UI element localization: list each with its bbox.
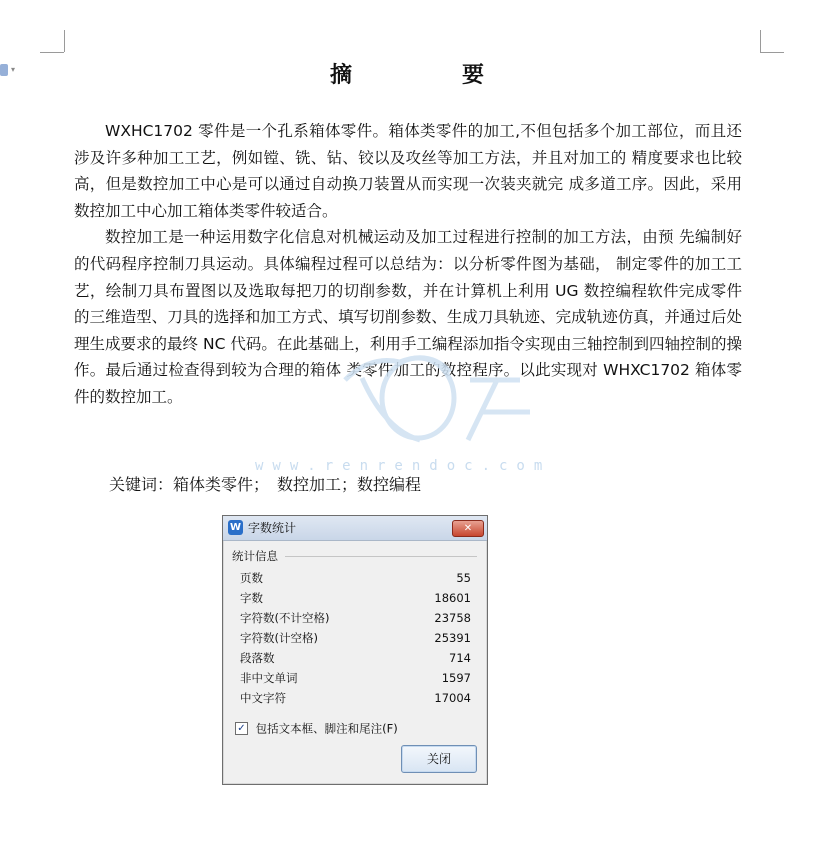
stat-label: 中文字符 (240, 691, 286, 705)
abstract-paragraph: WXHC1702 零件是一个孔系箱体零件。箱体类零件的加工,不但包括多个加工部位，而且还涉及许多种加工工艺，例如镗、铣、钻、铰以及攻丝等加工方法，并且对加工的 精度要求也比较高，但是数控加工中心是可以通过自动换刀装置从而实现一次装夹就完 成多道工序。因此，采用数控加工中心加工箱体类零件较适合。 (74, 122, 742, 220)
watermark-text: www.renrendoc.com (255, 458, 552, 474)
stat-label: 非中文单词 (240, 671, 298, 685)
close-icon[interactable]: ✕ (452, 520, 484, 537)
stat-row (240, 668, 471, 688)
stat-value: 1597 (441, 671, 471, 685)
page-corner-mark-top-left (40, 52, 64, 53)
stat-label: 段落数 (240, 651, 275, 665)
stat-label: 字数 (240, 591, 263, 605)
wps-writer-icon: W (229, 522, 242, 533)
page-corner-mark-top-left (64, 30, 65, 52)
stat-value: 18601 (434, 591, 471, 605)
stat-value: 55 (456, 571, 471, 585)
stat-value: 25391 (434, 631, 471, 645)
stat-value: 17004 (434, 691, 471, 705)
dialog-titlebar[interactable] (223, 516, 487, 541)
stat-value: 714 (449, 651, 471, 665)
stats-group-label: 统计信息 (232, 549, 278, 563)
stat-row (240, 588, 471, 608)
stat-label: 字符数(不计空格) (240, 611, 330, 625)
group-divider (285, 556, 477, 557)
chevron-down-icon[interactable]: ▾ (11, 65, 16, 74)
word-count-dialog (222, 515, 488, 785)
stat-row (240, 608, 471, 628)
page-corner-mark-top-right (760, 30, 761, 52)
stat-row (240, 688, 471, 708)
abstract-body (74, 118, 742, 411)
stat-row (240, 628, 471, 648)
dialog-title: 字数统计 (248, 521, 297, 535)
include-textbox-footnotes-checkbox[interactable]: ✓ (235, 722, 248, 735)
stat-value: 23758 (434, 611, 471, 625)
page-title: 摘 要 (329, 63, 506, 88)
stat-label: 页数 (240, 571, 263, 585)
stat-label: 字符数(计空格) (240, 631, 318, 645)
close-button[interactable]: 关闭 (401, 745, 477, 773)
stats-list (240, 568, 471, 708)
keywords-line: 关键词：箱体类零件； 数控加工；数控编程 (109, 475, 422, 494)
stat-row (240, 568, 471, 588)
stat-row (240, 648, 471, 668)
abstract-paragraph: 数控加工是一种运用数字化信息对机械运动及加工过程进行控制的加工方法，由预 先编制好的代码程序控制刀具运动。具体编程过程可以总结为：以分析零件图为基础， 制定零件的加工工艺，绘制刀具布置图以及选取每把刀的切削参数，并在计算机上利用 UG 数控编程软件完成零件的三维造型、刀具的选择和加工方式、填写切削参数、生成刀具轨迹、完成轨迹仿真，并通过后处理生成要求的最终 NC 代码。在此基础上，利用手工编程添加指令实现由三轴控制到四轴控制的操作。最后通过检查得到较为合理的箱体 类零件加工的数控程序。以此实现对 WHXC1702 箱体零件的数控加工。 (74, 228, 742, 406)
checkbox-label: 包括文本框、脚注和尾注(F) (255, 721, 398, 736)
page-corner-mark-top-right (760, 52, 784, 53)
include-textbox-footnotes-option[interactable] (235, 720, 398, 736)
